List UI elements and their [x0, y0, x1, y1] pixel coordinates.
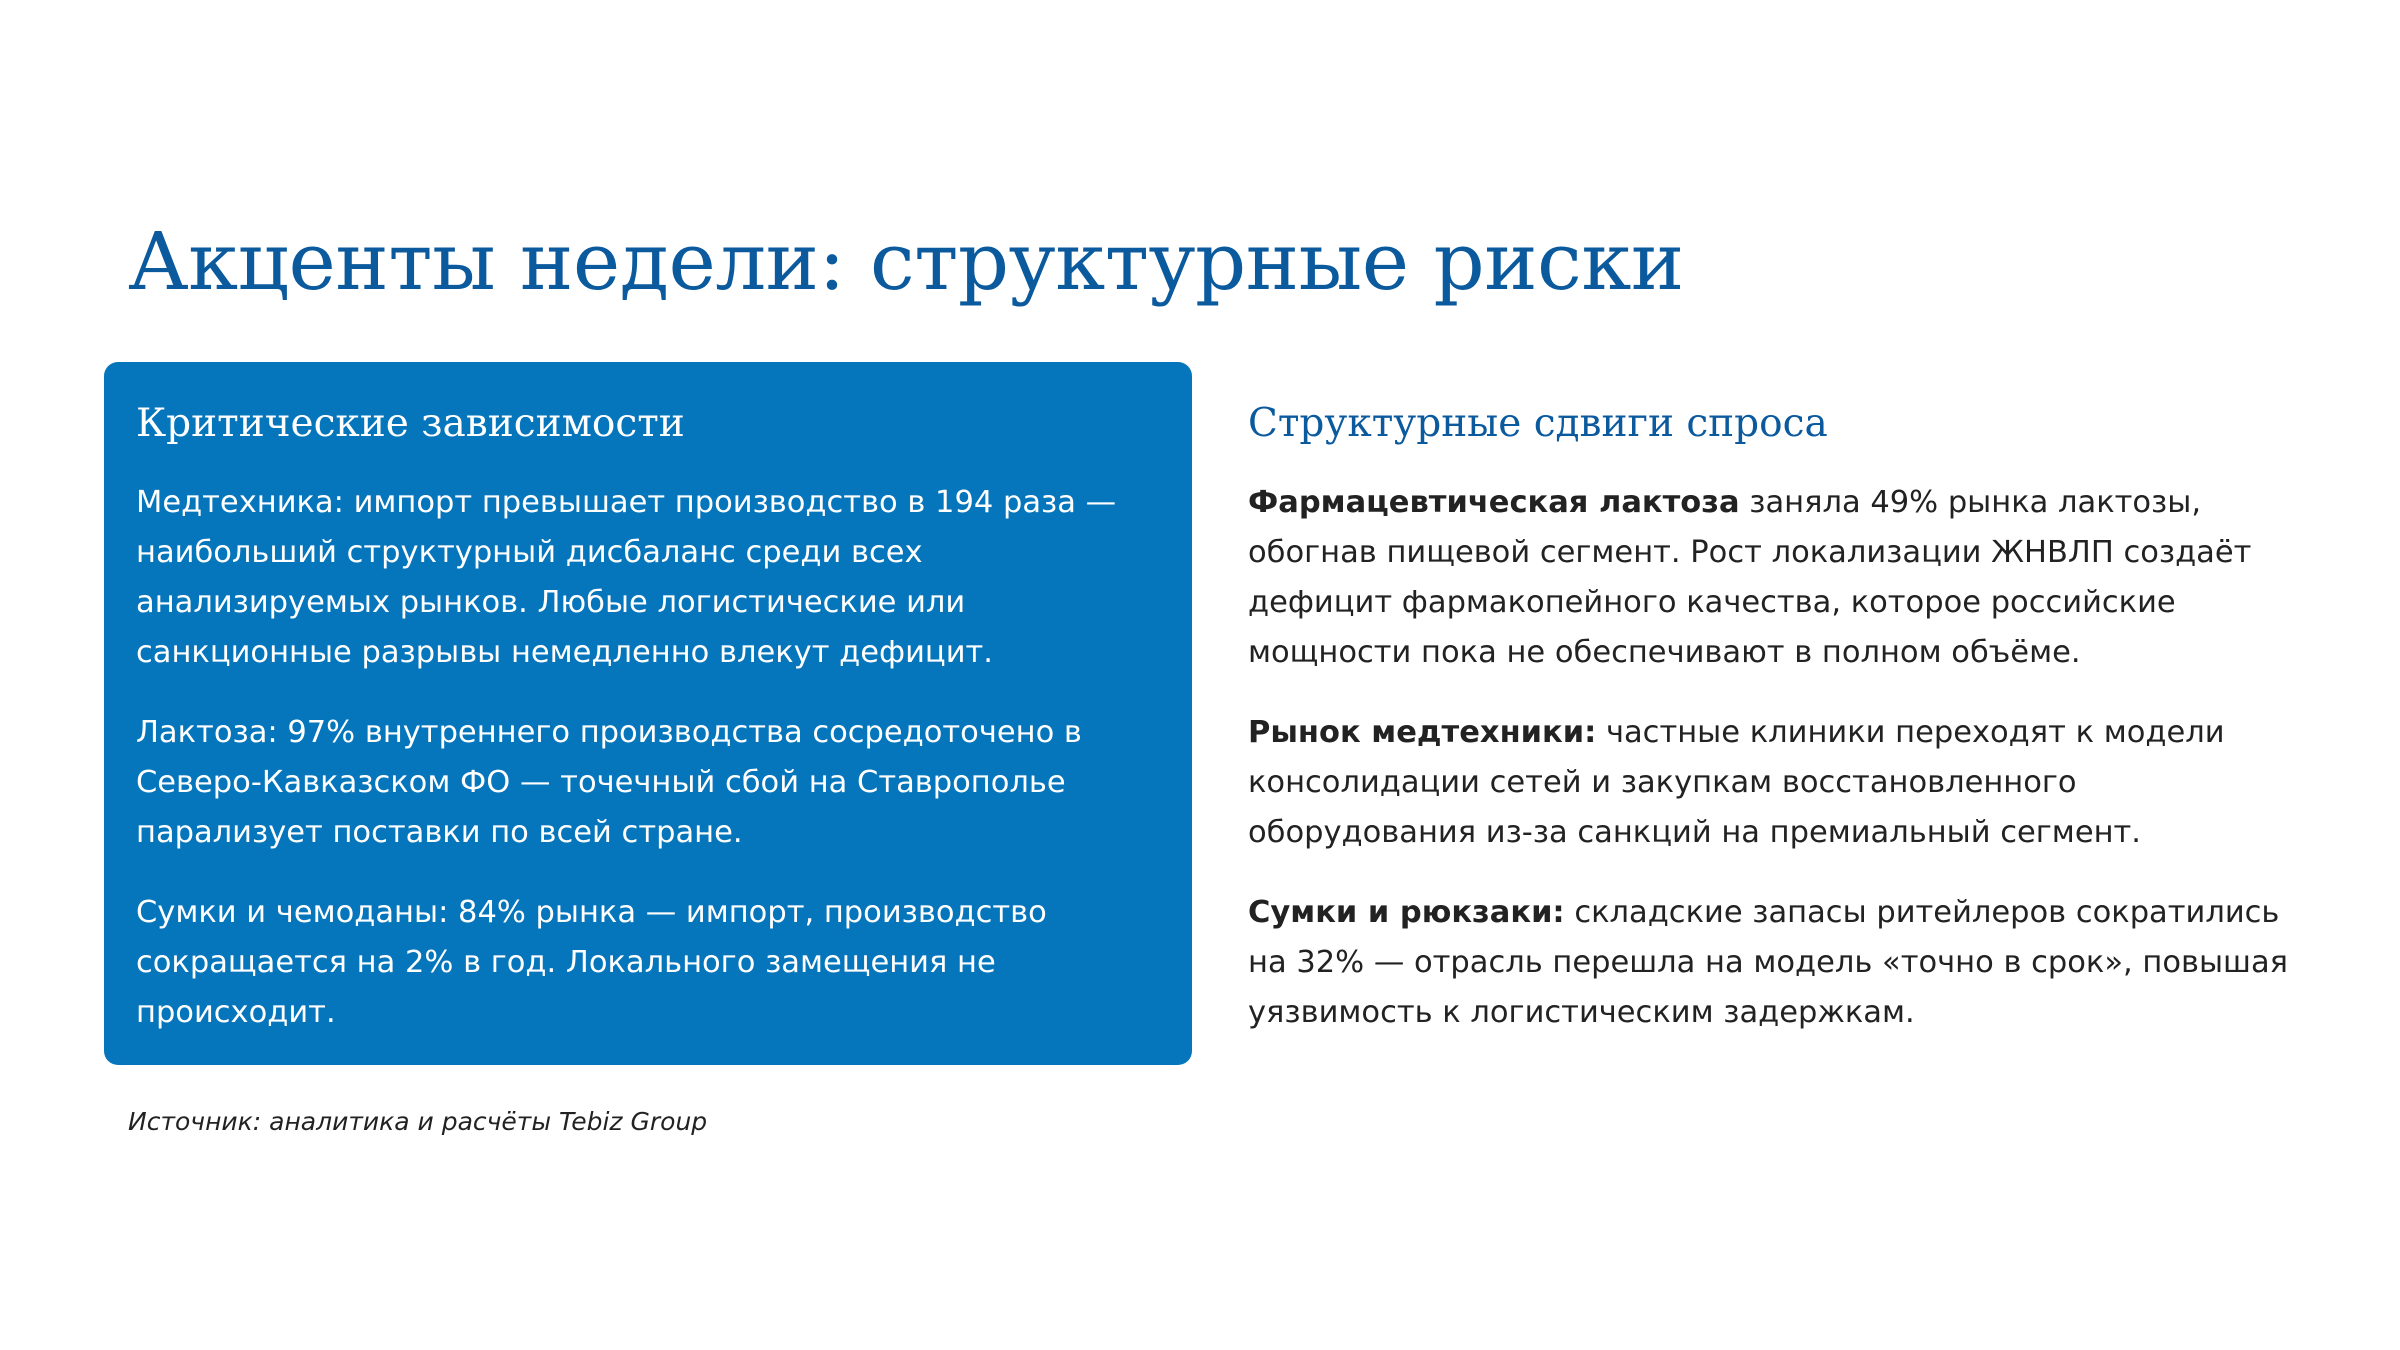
critical-dependencies-card	[104, 362, 1192, 1065]
dependency-lactose: Лактоза: 97% внутреннего производства сосредоточено в Северо-Кавказском ФО — точечный сбой на Ставрополье парализует поставки по всей стране.	[136, 715, 1082, 850]
page-title: Акценты недели: структурные риски	[128, 215, 1684, 308]
shift-text: заняла 49% рынка лактозы, обогнав пищевой сегмент. Рост локализации ЖНВЛП создаёт дефицит фармакопейного качества, которое российские мощности пока не обеспечивают в полном объёме.	[1248, 485, 2252, 670]
shift-text: частные клиники переходят к модели консолидации сетей и закупкам восстановленного оборудования из-за санкций на премиальный сегмент.	[1248, 715, 2225, 850]
dependency-medtech: Медтехника: импорт превышает производство в 194 раза — наибольший структурный дисбаланс среди всех анализируемых рынков. Любые логистические или санкционные разрывы немедленно влекут дефицит.	[136, 485, 1117, 670]
card-heading: Критические зависимости	[136, 401, 685, 446]
shift-text: складские запасы ритейлеров сократились на 32% — отрасль перешла на модель «точно в срок», повышая уязвимость к логистическим задержкам.	[1248, 895, 2288, 1030]
shift-pharma-lactose	[1248, 478, 2298, 678]
demand-shifts-section	[1248, 394, 2298, 1068]
shift-lead: Фармацевтическая лактоза	[1248, 485, 1740, 520]
section-heading: Структурные сдвиги спроса	[1248, 401, 1828, 446]
shift-bags-backpacks	[1248, 888, 2298, 1038]
shift-lead: Рынок медтехники:	[1248, 715, 1597, 750]
dependency-bags: Сумки и чемоданы: 84% рынка — импорт, производство сокращается на 2% в год. Локального замещения не происходит.	[136, 895, 1047, 1030]
source-note: Источник: аналитика и расчёты Tebiz Group	[128, 1107, 708, 1136]
shift-medtech-market	[1248, 708, 2298, 858]
shift-lead: Сумки и рюкзаки:	[1248, 895, 1565, 930]
